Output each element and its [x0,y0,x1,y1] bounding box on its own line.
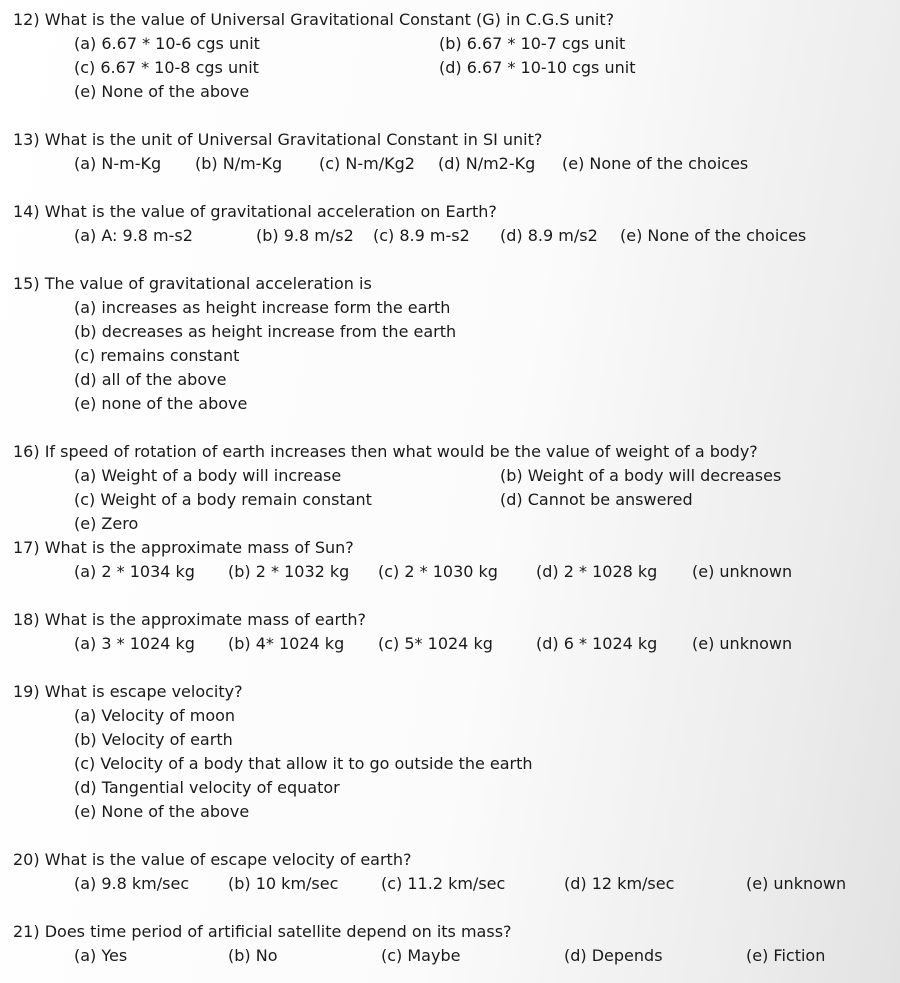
question-19 [13,682,243,701]
option-14d[interactable]: (d) 8.9 m/s2 [500,226,598,245]
option-20a[interactable]: (a) 9.8 km/sec [74,874,190,893]
option-18b[interactable]: (b) 4* 1024 kg [228,634,345,653]
question-21 [13,922,512,941]
question-number: 12) [13,10,40,29]
question-number: 18) [13,610,40,629]
option-15c[interactable]: (c) remains constant [74,346,240,365]
question-14 [13,202,497,221]
option-21c[interactable]: (c) Maybe [381,946,461,965]
question-text: What is the approximate mass of earth? [44,610,366,629]
question-18 [13,610,366,629]
option-20c[interactable]: (c) 11.2 km/sec [381,874,506,893]
option-16c[interactable]: (c) Weight of a body remain constant [74,490,372,509]
option-14c[interactable]: (c) 8.9 m-s2 [373,226,470,245]
option-16b[interactable]: (b) Weight of a body will decreases [500,466,782,485]
question-15 [13,274,372,293]
question-text: What is the unit of Universal Gravitational Constant in SI unit? [44,130,543,149]
question-text: What is the approximate mass of Sun? [44,538,354,557]
option-17c[interactable]: (c) 2 * 1030 kg [378,562,498,581]
question-text: Does time period of artificial satellite depend on its mass? [44,922,512,941]
option-19d[interactable]: (d) Tangential velocity of equator [74,778,340,797]
question-text: What is the value of gravitational acceleration on Earth? [44,202,497,221]
option-12d[interactable]: (d) 6.67 * 10-10 cgs unit [439,58,636,77]
question-16 [13,442,758,461]
option-18c[interactable]: (c) 5* 1024 kg [378,634,493,653]
question-text: What is escape velocity? [44,682,243,701]
question-17 [13,538,354,557]
question-number: 19) [13,682,40,701]
option-14a[interactable]: (a) A: 9.8 m-s2 [74,226,193,245]
question-number: 17) [13,538,40,557]
option-15d[interactable]: (d) all of the above [74,370,227,389]
option-12a[interactable]: (a) 6.67 * 10-6 cgs unit [74,34,260,53]
question-number: 21) [13,922,40,941]
option-21b[interactable]: (b) No [228,946,278,965]
question-text: What is the value of escape velocity of earth? [44,850,412,869]
option-20d[interactable]: (d) 12 km/sec [564,874,675,893]
question-20 [13,850,411,869]
option-15b[interactable]: (b) decreases as height increase from the earth [74,322,457,341]
option-16d[interactable]: (d) Cannot be answered [500,490,693,509]
option-15a[interactable]: (a) increases as height increase form the earth [74,298,451,317]
option-21a[interactable]: (a) Yes [74,946,128,965]
option-12b[interactable]: (b) 6.67 * 10-7 cgs unit [439,34,626,53]
option-17a[interactable]: (a) 2 * 1034 kg [74,562,195,581]
option-19e[interactable]: (e) None of the above [74,802,250,821]
question-number: 20) [13,850,40,869]
option-13a[interactable]: (a) N-m-Kg [74,154,162,173]
option-12e[interactable]: (e) None of the above [74,82,250,101]
option-14e[interactable]: (e) None of the choices [620,226,807,245]
option-21e[interactable]: (e) Fiction [746,946,826,965]
option-20b[interactable]: (b) 10 km/sec [228,874,339,893]
option-13d[interactable]: (d) N/m2-Kg [438,154,536,173]
option-13c[interactable]: (c) N-m/Kg2 [319,154,415,173]
option-14b[interactable]: (b) 9.8 m/s2 [256,226,354,245]
option-13b[interactable]: (b) N/m-Kg [195,154,283,173]
question-text: What is the value of Universal Gravitational Constant (G) in C.G.S unit? [44,10,615,29]
question-number: 16) [13,442,40,461]
option-17b[interactable]: (b) 2 * 1032 kg [228,562,350,581]
option-19a[interactable]: (a) Velocity of moon [74,706,236,725]
option-17e[interactable]: (e) unknown [692,562,793,581]
option-16a[interactable]: (a) Weight of a body will increase [74,466,342,485]
option-19c[interactable]: (c) Velocity of a body that allow it to go outside the earth [74,754,533,773]
question-text: The value of gravitational acceleration is [44,274,372,293]
option-20e[interactable]: (e) unknown [746,874,847,893]
question-number: 13) [13,130,40,149]
question-text: If speed of rotation of earth increases then what would be the value of weight of a body? [44,442,758,461]
option-16e[interactable]: (e) Zero [74,514,139,533]
question-12 [13,10,614,29]
option-21d[interactable]: (d) Depends [564,946,663,965]
question-number: 14) [13,202,40,221]
question-13 [13,130,542,149]
option-12c[interactable]: (c) 6.67 * 10-8 cgs unit [74,58,259,77]
option-15e[interactable]: (e) none of the above [74,394,248,413]
option-18a[interactable]: (a) 3 * 1024 kg [74,634,195,653]
option-19b[interactable]: (b) Velocity of earth [74,730,233,749]
option-18e[interactable]: (e) unknown [692,634,793,653]
question-number: 15) [13,274,40,293]
option-17d[interactable]: (d) 2 * 1028 kg [536,562,658,581]
option-13e[interactable]: (e) None of the choices [562,154,749,173]
option-18d[interactable]: (d) 6 * 1024 kg [536,634,658,653]
